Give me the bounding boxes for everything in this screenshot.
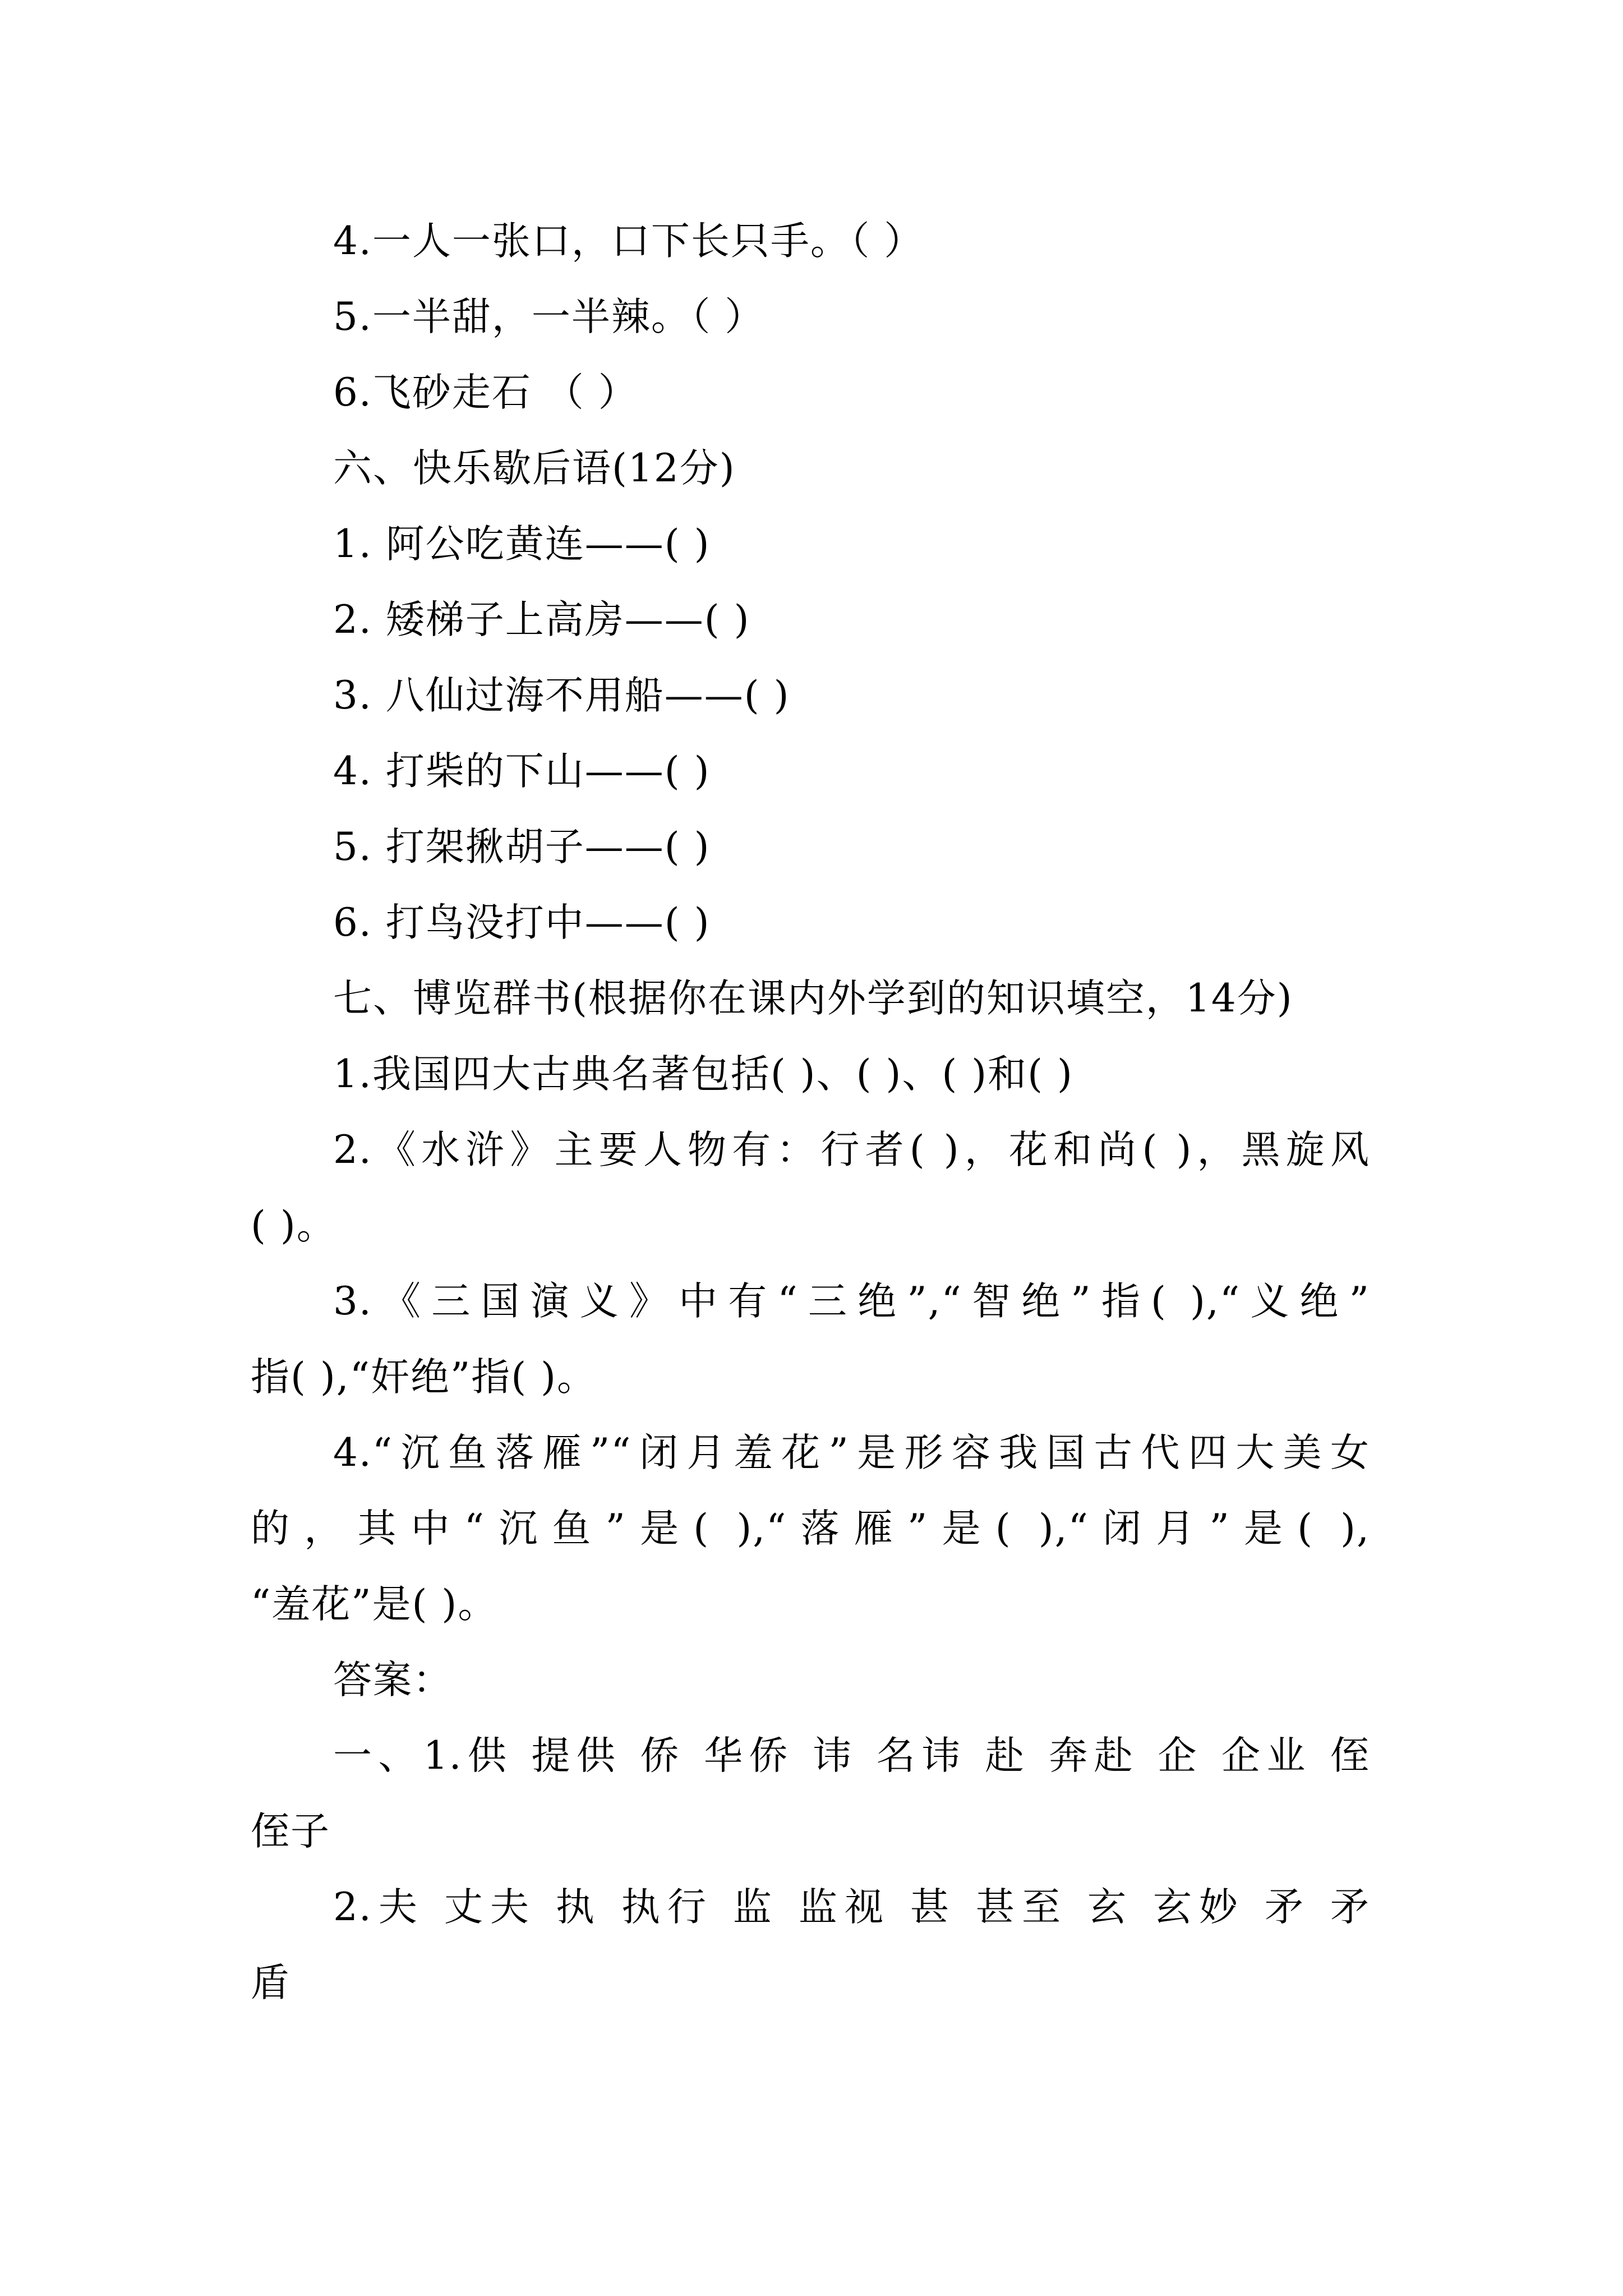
reading-question-3-line-2: 指( ),“奸绝”指( )。 (251, 1355, 597, 1400)
xiehouyu-question-5: 5. 打架揪胡子——( ) (333, 825, 711, 869)
answer-1-2-line-2: 盾 (251, 1961, 291, 2005)
reading-question-4-line-3: “羞花”是( )。 (251, 1582, 498, 1627)
answer-1-1-line-2: 侄子 (251, 1809, 330, 1854)
answer-1-1-line-1: 一、1.供 提供 侨 华侨 讳 名讳 赴 奔赴 企 企业 侄 (333, 1733, 1370, 1778)
reading-question-2-line-2: ( )。 (251, 1203, 336, 1248)
answer-1-2-line-1: 2.夫 丈夫 执 执行 监 监视 甚 甚至 玄 玄妙 矛 矛 (333, 1885, 1370, 1930)
reading-question-1: 1.我国四大古典名著包括( )、( )、( )和( ) (333, 1052, 1073, 1097)
section-7-heading: 七、博览群书(根据你在课内外学到的知识填空，14分) (333, 976, 1293, 1021)
reading-question-4-line-2: 的，其中“沉鱼”是( ),“落雁”是( ),“闭月”是( ), (251, 1506, 1370, 1551)
answers-heading: 答案： (333, 1658, 453, 1703)
xiehouyu-question-1: 1. 阿公吃黄连——( ) (333, 522, 711, 567)
xiehouyu-question-2: 2. 矮梯子上高房——( ) (333, 597, 750, 642)
reading-question-4-line-1: 4.“沉鱼落雁”“闭月羞花”是形容我国古代四大美女 (333, 1430, 1370, 1475)
xiehouyu-question-4: 4. 打柴的下山——( ) (333, 749, 711, 794)
riddle-question-6: 6.飞砂走石 （ ） (333, 370, 638, 415)
section-6-heading: 六、快乐歇后语(12分) (333, 446, 736, 491)
riddle-question-4: 4.一人一张口，口下长只手。（ ） (333, 219, 924, 264)
xiehouyu-question-3: 3. 八仙过海不用船——( ) (333, 673, 790, 718)
reading-question-3-line-1: 3.《三国演义》中有“三绝”,“智绝”指( ),“义绝” (333, 1279, 1370, 1324)
reading-question-2-line-1: 2.《水浒》主要人物有：行者( )，花和尚( )，黑旋风 (333, 1128, 1370, 1172)
xiehouyu-question-6: 6. 打鸟没打中——( ) (333, 900, 711, 945)
riddle-question-5: 5.一半甜，一半辣。（ ） (333, 295, 765, 339)
